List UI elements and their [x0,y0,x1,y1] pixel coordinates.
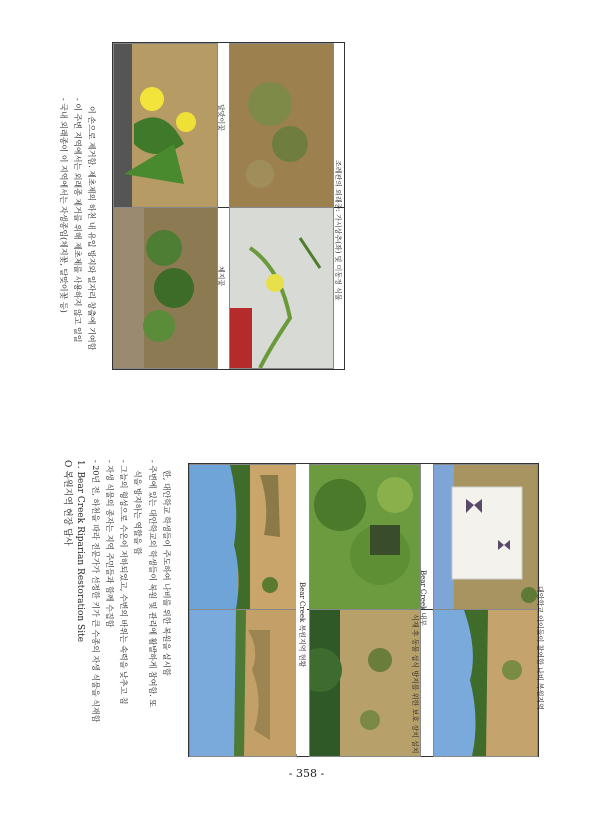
right-bullet-2: - 이 주변 지역에서는 외래종 제거를 위해 제초제를 사용하지 않고 일일 [73,98,82,343]
page-number: - 358 - [288,767,325,780]
photo-bear-creek-site-2 [189,609,297,757]
photo-evening-primrose [113,43,218,208]
caption-row3: 대안학교 아이들이 참여한 나비 복원지역 [536,586,544,710]
bullet-1: - 20년 전, 하천을 따라 전문가가 선정한 키가 큰 수종의 자생 식물을 식재함 [91,460,100,723]
caption-row1: Bear Creek 복원지역 현황 [298,582,306,668]
caption-right-right: 달맞이꽃 [217,104,225,132]
bullet-4: - 주변에 있는 대안학교의 학생들이 복원 및 관리에 활발하게 참여함. 또 [148,460,157,708]
bullet-3: - 그늘의 형성으로 수온이 저하되었고, 수변의 바위는 속력을 낮추고 침 [119,460,128,705]
photo-butterfly-restoration [433,464,538,610]
caption-right-left: 체지꽃 [217,266,225,287]
bullet-2: - 자생 식물의 종자는 지역 주민들과 함께 수집함 [105,460,114,628]
caption-row2-left: Bear Creek 내부 [419,570,427,627]
photo-chaste-flower [113,207,218,369]
caption-right-bottom: 조례관의 외래종: 가시상추(좌) 및 미동정 식물 [334,160,342,301]
photo-butterfly-site-hill [433,609,538,757]
section-heading: O 복원지역 현장 답사 [62,460,72,546]
photo-bear-creek-interior [309,464,421,610]
photo-animal-protection-device [309,609,421,757]
bullet-4-cont: 한, 대안학교 학생들이 주도하여 나비를 위한 복원을 실시함 [162,470,171,676]
right-bullet-2-cont: 이 손으로 제거함. 제초제의 하천 내 유입 방지와 일자리 창출에 기여함 [87,106,96,351]
right-bullet-1: - 국내 외래종이 이 지역에서는 자생종임(체지꽃, 달맞이꽃 등) [59,98,68,313]
photo-bear-creek-site-1 [189,464,297,610]
photo-unidentified-plant [229,207,334,369]
caption-row2-right: 식재 후 동물 섭식 방지를 위한 보호 장치 설치 [411,614,419,754]
bullet-3-cont: 식을 방지하는 역할을 함 [133,470,142,555]
site-title: 1. Bear Creek Riparian Restoration Site [75,460,85,643]
photo-prickly-lettuce [229,43,334,208]
